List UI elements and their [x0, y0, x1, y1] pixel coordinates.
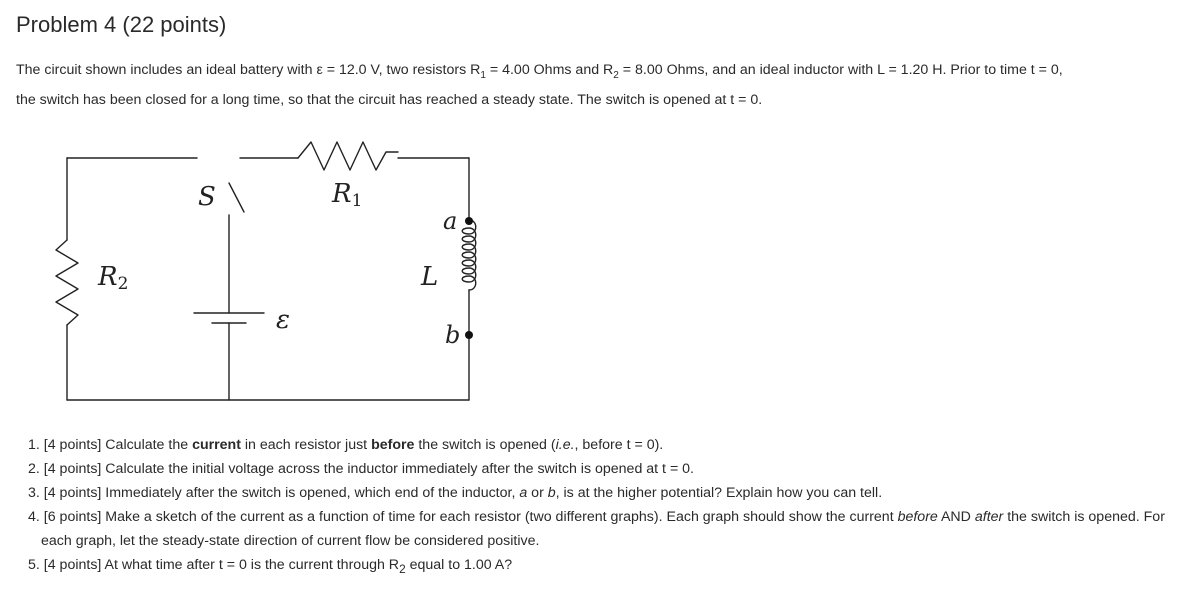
- problem-title: Problem 4 (22 points): [16, 12, 227, 37]
- intro-text-line2: the switch has been closed for a long time, so that the circuit has reached a steady state. The switch is opened at t = 0.: [16, 91, 763, 108]
- question-3: 3. [4 points] Immediately after the switch is opened, which end of the inductor, a or b, is at the higher potential? Explain how you can tell.: [28, 485, 883, 501]
- label-r1: R1: [332, 179, 363, 211]
- question-2: 2. [4 points] Calculate the initial voltage across the inductor immediately after the switch is opened at t = 0.: [28, 461, 694, 477]
- question-5: 5. [4 points] At what time after t = 0 is the current through $R_2$ equal to 1.00 A?: [28, 557, 513, 576]
- inductor-coil: [462, 220, 476, 290]
- label-switch: S: [198, 182, 216, 212]
- label-emf: ε: [276, 305, 290, 335]
- intro-text-3: = 8.00 Ohms, and an ideal inductor with L = 1.20 H. Prior to time t = 0,: [618, 62, 1063, 78]
- switch-blade: [229, 183, 244, 212]
- intro-text-2: = 4.00 Ohms and R: [485, 62, 614, 78]
- label-inductor: L: [421, 262, 439, 292]
- intro-sub-1: 1: [480, 69, 486, 81]
- question-4: 4. [6 points] Make a sketch of the current as a function of time for each resistor (two different graphs). Each graph should show the current before AND after the switch is opened. For each graph, let the steady-state direction of current flow be considered positive.: [28, 509, 1165, 549]
- problem-intro: [16, 58, 1176, 112]
- question-1: 1. [4 points] Calculate the current in each resistor just before the switch is opened (i.e., before t = 0).: [28, 437, 664, 453]
- node-b-dot: [465, 331, 473, 339]
- intro-sub-2: 2: [613, 69, 619, 81]
- question-list: [28, 433, 1178, 581]
- resistor-r1-zigzag: [298, 142, 398, 170]
- circuit-diagram: [40, 130, 490, 410]
- label-node-b: b: [445, 321, 461, 349]
- resistor-r2-zigzag: [56, 240, 78, 325]
- node-a-dot: [465, 217, 473, 225]
- intro-text-1: The circuit shown includes an ideal battery with ε = 12.0 V, two resistors R: [16, 62, 481, 78]
- label-node-a: a: [443, 207, 458, 235]
- label-r2: R2: [98, 262, 129, 294]
